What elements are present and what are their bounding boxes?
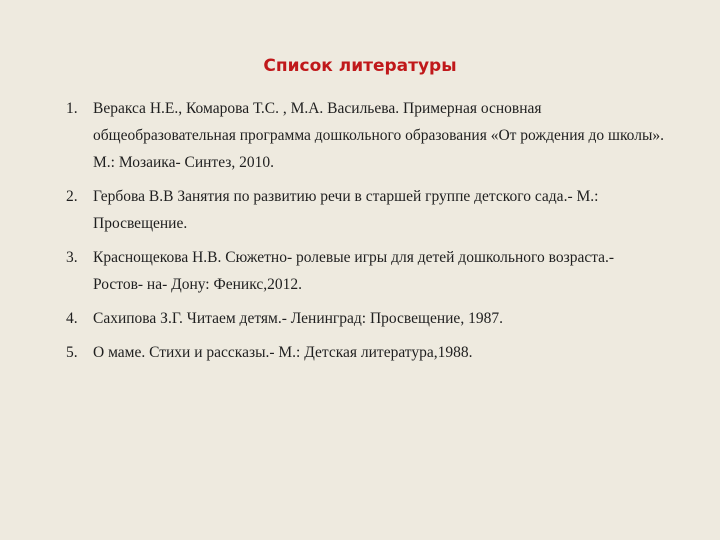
list-item-number: 4. (66, 310, 78, 327)
list-item-number: 2. (66, 188, 78, 205)
list-item (66, 183, 666, 237)
list-item-number: 3. (66, 249, 78, 266)
list-item (66, 339, 666, 366)
list-item (66, 244, 666, 298)
list-item (66, 95, 666, 176)
list-item-text: Гербова В.В Занятия по развитию речи в старшей группе детского сада.- М.: Просвещение. (93, 188, 599, 232)
reference-list (66, 95, 666, 373)
page-title: Список литературы (263, 56, 457, 76)
list-item-number: 1. (66, 100, 78, 117)
list-item-text: Веракса Н.Е., Комарова Т.С. , М.А. Васильева. Примерная основная общеобразовательная программа дошкольного образования «От рождения до школы». М.: Мозаика- Синтез, 2010. (93, 100, 665, 171)
list-item (66, 305, 666, 332)
list-item-number: 5. (66, 344, 78, 361)
list-item-text: О маме. Стихи и рассказы.- М.: Детская литература,1988. (93, 344, 473, 361)
list-item-text: Сахипова З.Г. Читаем детям.- Ленинград: Просвещение, 1987. (93, 310, 503, 327)
list-item-text: Краснощекова Н.В. Сюжетно- ролевые игры для детей дошкольного возраста.- Ростов- на- Дону: Феникс,2012. (93, 249, 615, 293)
